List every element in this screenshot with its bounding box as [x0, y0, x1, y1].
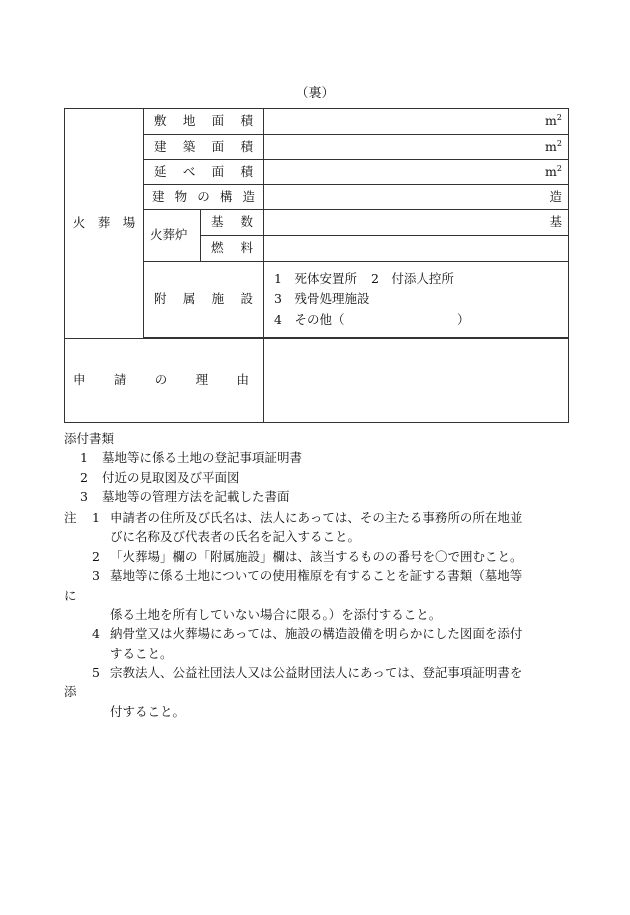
building-area-label: 建 築 面 積 — [144, 135, 264, 160]
attachments-heading: 添付書類 — [64, 431, 115, 446]
furnace-label: 火葬炉 — [150, 227, 188, 243]
note-continuation: 付すること。 — [110, 703, 186, 719]
furnace-count-label: 基 数 — [201, 210, 264, 236]
note-item: 5 宗教法人、公益社団法人又は公益財団法人にあっては、登記事項証明書を — [92, 665, 523, 680]
note-item: 2 「火葬場」欄の「附属施設」欄は、該当するものの番号を〇で囲むこと。 — [92, 548, 523, 564]
facility-option-2[interactable]: 2 付添人控所 — [370, 270, 454, 286]
attachment-item: 1 墓地等に係る土地の登記事項証明書 — [80, 450, 303, 466]
floor-area-label: 延 べ 面 積 — [144, 160, 264, 185]
note-wrap-char: 添 — [64, 684, 77, 700]
attachment-item: 2 付近の見取図及び平面図 — [80, 469, 240, 485]
facility-option-3[interactable]: 3 残骨処理施設 — [274, 291, 370, 307]
furnace-count-field[interactable]: 基 — [264, 210, 569, 236]
note-item: 3 墓地等に係る土地についての使用権原を有することを証する書類（墓地等 — [92, 568, 523, 584]
facilities-field[interactable] — [264, 262, 569, 338]
reason-label: 申 請 の 理 由 — [65, 339, 264, 423]
building-area-field[interactable]: $m^2$ — [264, 135, 569, 160]
notes-section — [64, 508, 574, 721]
facility-option-4[interactable]: 4 その他（ ） — [274, 311, 470, 327]
floor-area-field[interactable]: $m^2$ — [264, 160, 569, 185]
note-item: 注 1 申請者の住所及び氏名は、法人にあっては、その主たる事務所の所在地並 びに名称及び代表者の氏名を記入すること。 — [64, 510, 523, 545]
site-area-label: 敷 地 面 積 — [144, 109, 264, 135]
page-title: （裏） — [295, 86, 335, 101]
attachments-section — [64, 429, 574, 507]
note-continuation: 係る土地を所有していない場合に限る。）を添付すること。 — [110, 606, 442, 622]
structure-label: 建 物 の 構 造 — [144, 185, 264, 210]
application-form-table — [64, 108, 569, 423]
structure-field[interactable]: 造 — [264, 185, 569, 210]
crematorium-label-cell — [65, 109, 144, 339]
furnace-label-cell — [144, 210, 201, 262]
reason-field[interactable] — [264, 339, 569, 423]
facilities-label: 附 属 施 設 — [144, 262, 264, 338]
notes-lead: 注 — [64, 510, 77, 525]
note-item: 4 納骨堂又は火葬場にあっては、施設の構造設備を明らかにした図面を添付 すること。 — [92, 626, 523, 661]
furnace-fuel-field[interactable] — [264, 236, 569, 262]
furnace-fuel-label: 燃 料 — [201, 236, 264, 262]
site-area-field[interactable]: $m^2$ — [264, 109, 569, 135]
facility-option-1[interactable]: 1 死体安置所 — [274, 270, 357, 286]
attachment-item: 3 墓地等の管理方法を記載した書面 — [80, 489, 290, 505]
crematorium-label: 火 葬 場 — [72, 215, 136, 231]
note-wrap-char: に — [64, 587, 77, 603]
